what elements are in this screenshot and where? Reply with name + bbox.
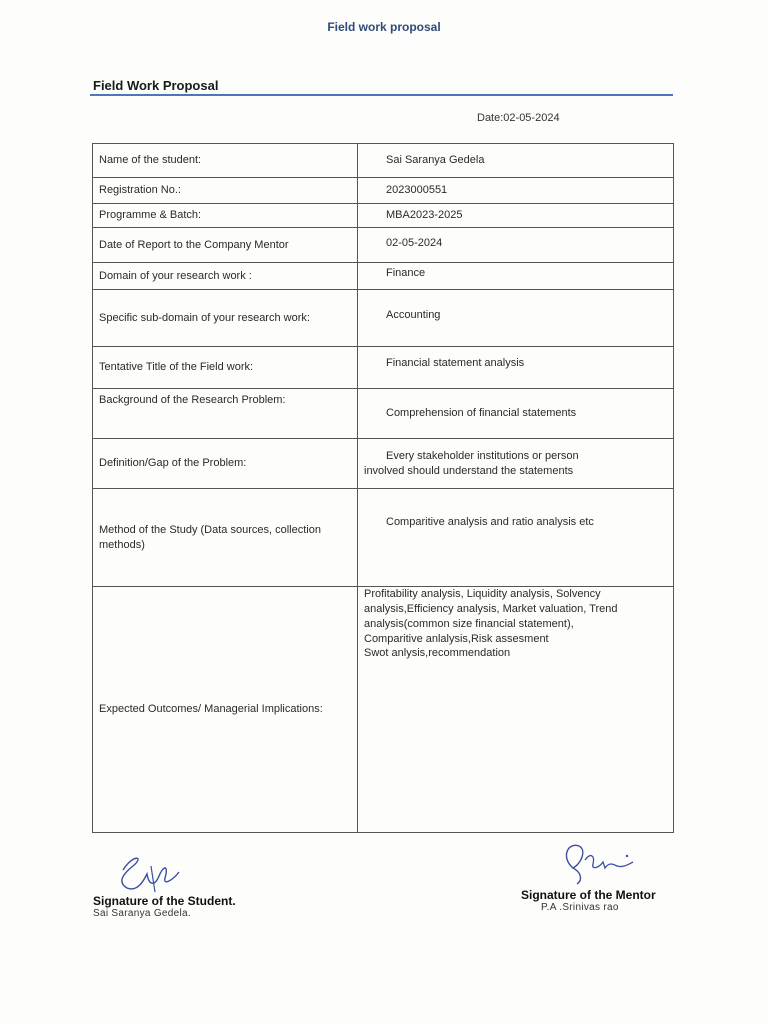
proposal-form-table [92,143,674,833]
table-row [93,587,674,833]
row-value: 2023000551 [358,178,674,204]
row-label: Name of the student: [93,144,358,178]
title-divider [90,94,673,96]
table-row [93,439,674,489]
student-signature-block [93,852,236,919]
row-label: Programme & Batch: [93,204,358,228]
table-row [93,489,674,587]
mentor-signature-label: Signature of the Mentor [521,888,656,902]
student-name: Sai Saranya Gedela. [93,908,191,919]
row-value-line: analysis,Efficiency analysis, Market valuation, Trend [364,602,618,615]
table-row [93,263,674,290]
row-label: Domain of your research work : [93,263,358,290]
row-value-multiline [358,587,674,833]
row-value: Sai Saranya Gedela [358,144,674,178]
row-value-line: Comparitive anlalysis,Risk assesment [364,632,549,645]
row-label: Tentative Title of the Field work: [93,347,358,389]
mentor-signature-block [521,838,661,913]
student-signature-label: Signature of the Student. [93,894,236,908]
row-value-line: involved should understand the statements [364,464,574,477]
row-label: Specific sub-domain of your research work: [93,290,358,347]
row-value-line: Every stakeholder institutions or person [386,449,579,462]
student-signature-scribble [93,852,193,894]
row-value-line: Profitability analysis, Liquidity analysis, Solvency [364,588,601,600]
row-value: Finance [358,263,674,290]
page-header-title: Field work proposal [327,20,441,34]
row-value: Comparitive analysis and ratio analysis etc [358,489,674,587]
row-value: Comprehension of financial statements [358,389,674,439]
table-row [93,290,674,347]
table-row [93,228,674,263]
table-row [93,144,674,178]
row-value: 02-05-2024 [358,228,674,263]
row-value-line: Swot anlysis,recommendation [364,647,511,660]
row-label: Registration No.: [93,178,358,204]
mentor-signature-scribble [521,838,661,888]
row-label: Date of Report to the Company Mentor [93,228,358,263]
table-row [93,178,674,204]
row-value: Accounting [358,290,674,347]
table-row [93,204,674,228]
mentor-name: P.A .Srinivas rao [541,902,619,913]
section-title: Field Work Proposal [93,78,219,93]
row-label: Definition/Gap of the Problem: [93,439,358,489]
row-value: Financial statement analysis [358,347,674,389]
row-value-line: analysis(common size financial statement), [364,617,574,630]
row-label: Background of the Research Problem: [93,389,358,439]
row-value-multiline [358,439,674,489]
row-label: Method of the Study (Data sources, collection methods) [93,489,358,587]
table-row [93,347,674,389]
proposal-date: Date:02-05-2024 [477,112,560,124]
table-row [93,389,674,439]
row-value: MBA2023-2025 [358,204,674,228]
row-label: Expected Outcomes/ Managerial Implications: [93,587,358,833]
